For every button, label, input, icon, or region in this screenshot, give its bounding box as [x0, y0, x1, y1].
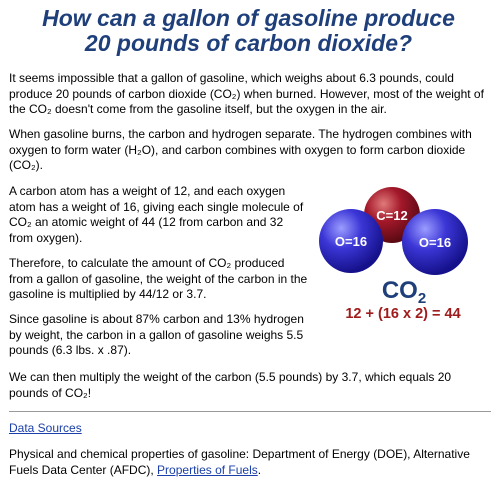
- sources-end: .: [257, 462, 262, 477]
- properties-of-fuels-link[interactable]: Properties of Fuels: [157, 462, 258, 477]
- co2-subscript: 2: [417, 290, 427, 307]
- co2-label: [374, 277, 434, 307]
- title-line-1: How can a gallon of gasoline produce: [42, 5, 455, 31]
- oxygen-right-label: O=16: [418, 235, 452, 250]
- intro-paragraph: It seems impossible that a gallon of gasoline, which weighs about 6.3 pounds, could produce 20 pounds of carbon dioxide (CO₂) when burned. However, most of the weight of the CO₂ doesn't come from the gasoline itself, but the oxygen in the air.: [9, 71, 484, 116]
- sources-text: Physical and chemical properties of gasoline: Department of Energy (DOE), Alternative Fuels Data Center (AFDC),: [9, 447, 470, 477]
- atomic-weight-formula: 12 + (16 x 2) = 44: [345, 306, 461, 322]
- title-line-2: 20 pounds of carbon dioxide?: [84, 30, 413, 56]
- oxygen-left-label: O=16: [334, 234, 368, 249]
- conclusion-paragraph: We can then multiply the weight of the carbon (5.5 pounds) by 3.7, which equals 20 pounds of CO₂!: [9, 370, 452, 400]
- co2-molecule-diagram: [315, 185, 475, 285]
- divider: [9, 411, 491, 412]
- calculation-paragraph: Therefore, to calculate the amount of CO₂ produced from a gallon of gasoline, the weight of the carbon in the gasoline is multiplied by 44/12 or 3.7.: [9, 256, 308, 301]
- carbon-label: C=12: [376, 208, 408, 223]
- sources-paragraph: [9, 447, 491, 478]
- page-title: [0, 6, 497, 56]
- co2-main: CO: [381, 277, 418, 304]
- data-sources-link[interactable]: Data Sources: [9, 421, 82, 435]
- carbon-content-paragraph: Since gasoline is about 87% carbon and 13% hydrogen by weight, the carbon in a gallon of gasoline weighs 5.5 pounds (6.3 lbs. x .87).: [9, 312, 304, 357]
- combustion-paragraph: When gasoline burns, the carbon and hydrogen separate. The hydrogen combines with oxygen to form water (H₂O), and carbon combines with oxygen to form carbon dioxide (CO₂).: [9, 127, 472, 172]
- atomic-weight-paragraph: A carbon atom has a weight of 12, and each oxygen atom has a weight of 16, giving each single molecule of CO₂ an atomic weight of 44 (12 from carbon and 32 from oxygen).: [9, 184, 304, 245]
